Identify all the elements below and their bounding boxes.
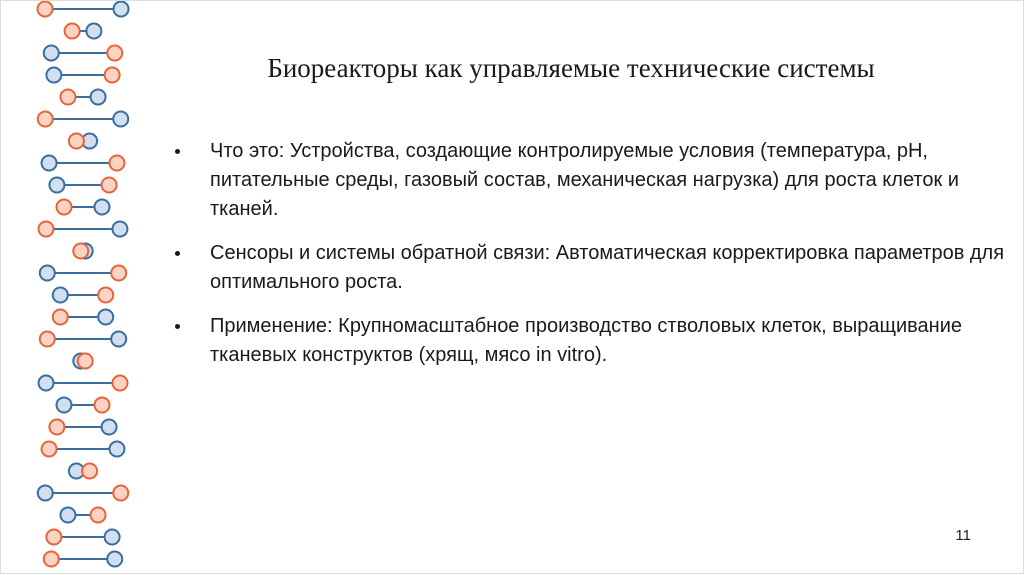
bullet-text: Применение: Крупномасштабное производство стволовых клеток, выращивание тканевых конструктов (хрящ, мясо in vitro). xyxy=(210,315,962,366)
bullet-item xyxy=(175,312,1005,370)
bullet-marker xyxy=(175,149,180,154)
dna-rung xyxy=(42,442,125,457)
dna-node-blue xyxy=(46,68,61,83)
bullet-marker xyxy=(175,324,180,329)
dna-node-orange xyxy=(38,112,53,127)
dna-node-orange xyxy=(46,530,61,545)
dna-rung xyxy=(38,112,128,127)
dna-node-blue xyxy=(107,552,122,567)
dna-node-blue xyxy=(112,222,127,237)
dna-rung xyxy=(69,464,97,479)
dna-node-blue xyxy=(86,24,101,39)
dna-node-orange xyxy=(111,266,126,281)
dna-rung xyxy=(73,244,92,259)
dna-rung xyxy=(42,156,125,171)
dna-node-orange xyxy=(112,376,127,391)
dna-rung xyxy=(46,530,119,545)
dna-node-orange xyxy=(42,442,57,457)
dna-node-blue xyxy=(57,398,72,413)
dna-node-orange xyxy=(73,244,88,259)
dna-node-blue xyxy=(111,332,126,347)
dna-node-orange xyxy=(39,222,54,237)
dna-node-blue xyxy=(113,112,128,127)
dna-node-blue xyxy=(114,2,129,17)
dna-node-blue xyxy=(44,46,59,61)
bullet-text: Что это: Устройства, создающие контролируемые условия (температура, pH, питательные среды, газовый состав, механическая нагрузка) для роста клеток и тканей. xyxy=(210,140,959,220)
dna-node-blue xyxy=(42,156,57,171)
bullet-list xyxy=(175,137,1005,385)
dna-node-blue xyxy=(109,442,124,457)
dna-rung xyxy=(39,376,128,391)
dna-node-orange xyxy=(49,420,64,435)
dna-rung xyxy=(53,288,113,303)
dna-rung xyxy=(53,310,113,325)
dna-rung xyxy=(57,200,110,215)
dna-node-orange xyxy=(95,398,110,413)
dna-rung xyxy=(73,354,92,369)
dna-node-orange xyxy=(44,552,59,567)
dna-node-orange xyxy=(91,508,106,523)
dna-node-orange xyxy=(105,68,120,83)
dna-node-orange xyxy=(109,156,124,171)
dna-rung xyxy=(46,68,119,83)
dna-rung xyxy=(39,222,128,237)
dna-node-blue xyxy=(53,288,68,303)
dna-rung xyxy=(49,178,116,193)
dna-node-orange xyxy=(78,354,93,369)
dna-rung xyxy=(69,134,97,149)
dna-node-blue xyxy=(102,420,117,435)
bullet-marker xyxy=(175,251,180,256)
dna-rung xyxy=(40,332,126,347)
dna-node-blue xyxy=(95,200,110,215)
dna-node-orange xyxy=(65,24,80,39)
dna-node-orange xyxy=(98,288,113,303)
dna-rung xyxy=(49,420,116,435)
dna-rung xyxy=(60,508,105,523)
dna-node-orange xyxy=(40,332,55,347)
dna-rung xyxy=(57,398,110,413)
dna-helix-icon xyxy=(1,1,161,575)
dna-node-orange xyxy=(38,2,53,17)
dna-node-orange xyxy=(69,134,84,149)
dna-node-orange xyxy=(57,200,72,215)
slide-title: Биореакторы как управляемые технические системы xyxy=(267,53,875,83)
bullet-item xyxy=(175,137,1005,224)
dna-node-blue xyxy=(49,178,64,193)
dna-node-blue xyxy=(105,530,120,545)
dna-node-orange xyxy=(53,310,68,325)
bullet-text: Сенсоры и системы обратной связи: Автоматическая корректировка параметров для оптимального роста. xyxy=(210,242,1005,293)
dna-rung xyxy=(60,90,105,105)
dna-node-orange xyxy=(107,46,122,61)
dna-node-blue xyxy=(91,90,106,105)
dna-node-blue xyxy=(38,486,53,501)
dna-rung xyxy=(44,46,122,61)
bullet-item xyxy=(175,239,1005,297)
dna-node-orange xyxy=(82,464,97,479)
dna-node-blue xyxy=(98,310,113,325)
dna-node-orange xyxy=(102,178,117,193)
dna-rung xyxy=(44,552,122,567)
dna-rung xyxy=(65,24,102,39)
dna-node-blue xyxy=(60,508,75,523)
dna-node-blue xyxy=(39,376,54,391)
dna-node-blue xyxy=(40,266,55,281)
dna-node-orange xyxy=(60,90,75,105)
dna-node-orange xyxy=(113,486,128,501)
page-number: 11 xyxy=(955,527,971,544)
dna-rung xyxy=(38,486,128,501)
dna-rung xyxy=(38,2,129,17)
dna-rung xyxy=(40,266,126,281)
